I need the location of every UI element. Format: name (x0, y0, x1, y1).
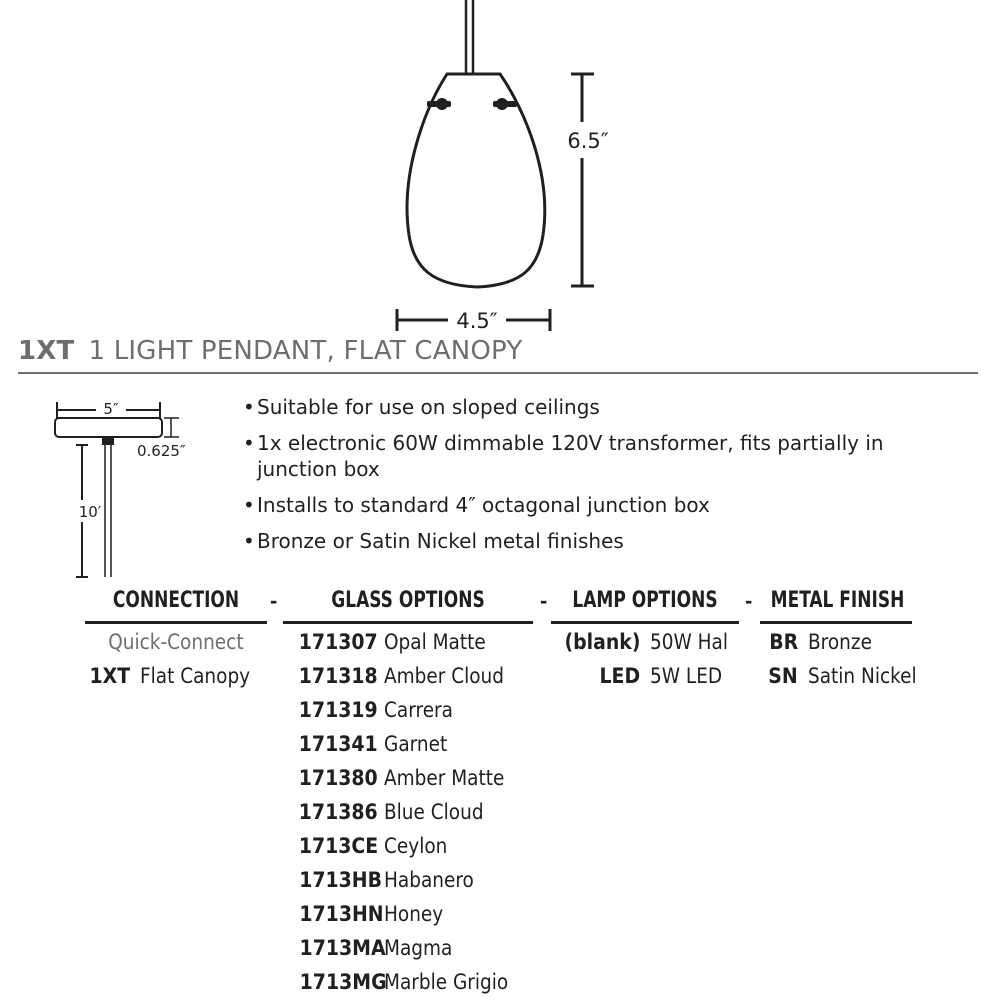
metal-finish-header: METAL FINISH (770, 588, 905, 613)
pendant-diagram (380, 0, 640, 340)
height-label: 6.5″ (567, 129, 609, 153)
feature-item: • Suitable for use on sloped ceilings (243, 395, 600, 419)
glass-option-row (290, 693, 462, 727)
lamp-options-header-rule (551, 621, 739, 624)
canopy-outline (55, 418, 162, 437)
product-title (18, 336, 522, 366)
glass-option-row (290, 659, 520, 693)
canopy-diagram (40, 390, 240, 590)
option-description: Amber Cloud (384, 664, 505, 688)
option-description: Magma (384, 936, 453, 960)
option-code: BR (769, 630, 798, 654)
option-code: LED (599, 664, 640, 688)
option-code: 1713MA (299, 936, 386, 960)
option-description: Habanero (384, 868, 474, 892)
glass-options-header: GLASS OPTIONS (331, 588, 485, 613)
lamp-options-header: LAMP OPTIONS (572, 588, 718, 613)
metal-finish-header-rule (760, 621, 912, 624)
cord-length-label: 10′ (78, 503, 102, 521)
option-description: Bronze (808, 630, 872, 654)
connection-header: CONNECTION (112, 588, 240, 613)
option-code: 171307 (298, 630, 378, 654)
canopy-thickness-label: 0.625″ (137, 442, 186, 460)
glass-option-row (290, 625, 500, 659)
connection-option-row (60, 659, 265, 693)
glass-option-row (290, 965, 525, 999)
finish-option-row (760, 659, 932, 693)
option-description: Garnet (384, 732, 448, 756)
glass-option-row (290, 897, 451, 931)
option-description: Ceylon (384, 834, 448, 858)
title-divider (18, 372, 978, 374)
lamp-option-row (556, 625, 739, 659)
option-code: 1713CE (298, 834, 379, 858)
option-code: 171341 (298, 732, 378, 756)
option-description: Blue Cloud (384, 800, 484, 824)
option-description: 50W Hal (650, 630, 729, 654)
option-code: 1XT (89, 664, 130, 688)
glass-option-row (290, 863, 486, 897)
glass-option-row (290, 931, 462, 965)
option-code: 1713HB (299, 868, 383, 892)
glass-option-row (290, 761, 521, 795)
product-code: 1XT (18, 336, 75, 366)
option-description: 5W LED (650, 664, 723, 688)
option-description: Amber Matte (384, 766, 505, 790)
option-description: Opal Matte (384, 630, 486, 654)
option-description: Marble Grigio (384, 970, 509, 994)
option-code: (blank) (564, 630, 641, 654)
option-code: 171319 (298, 698, 378, 722)
feature-list (243, 394, 943, 564)
feature-item: • 1x electronic 60W dimmable 120V transformer, fits partially in junction box (243, 431, 884, 481)
shade-screw-right (493, 98, 517, 110)
option-description: Flat Canopy (140, 664, 251, 688)
column-separator: - (270, 588, 278, 613)
option-code: 171318 (298, 664, 378, 688)
option-description: Satin Nickel (808, 664, 917, 688)
column-separator: - (745, 588, 753, 613)
feature-item: • Bronze or Satin Nickel metal finishes (243, 529, 624, 553)
glass-option-row (290, 727, 456, 761)
feature-item: • Installs to standard 4″ octagonal junction box (243, 493, 710, 517)
glass-option-row (290, 795, 497, 829)
finish-option-row (760, 625, 881, 659)
option-code: 1713HN (299, 902, 384, 926)
canopy-width-label: 5″ (103, 400, 119, 418)
option-code: 1713MG (299, 970, 387, 994)
lamp-option-row (556, 659, 732, 693)
connection-subheader: Quick-Connect (108, 630, 244, 654)
column-separator: - (540, 588, 548, 613)
width-label: 4.5″ (456, 309, 498, 333)
glass-option-row (290, 829, 456, 863)
option-code: 171380 (298, 766, 378, 790)
product-name: 1 LIGHT PENDANT, FLAT CANOPY (88, 336, 523, 366)
option-description: Honey (384, 902, 444, 926)
option-code: 171386 (298, 800, 378, 824)
glass-options-header-rule (283, 621, 533, 624)
connection-header-rule (85, 621, 267, 624)
option-code: SN (768, 664, 798, 688)
option-description: Carrera (384, 698, 453, 722)
